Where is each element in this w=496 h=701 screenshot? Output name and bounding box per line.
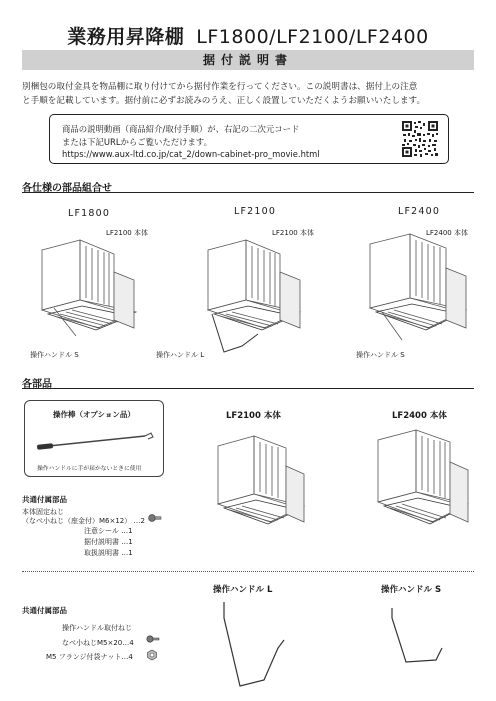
qr-code-icon[interactable]: [401, 120, 439, 158]
handle-screw-line-2: なべ小ねじM5×20…4: [62, 639, 134, 647]
model-label-lf2400: LF2400: [398, 206, 441, 217]
handle-l-illustration: [218, 600, 288, 692]
option-rod-title: 操作棒（オプション品）: [53, 410, 135, 419]
operating-rod-icon: [37, 431, 155, 451]
product-name: 業務用昇降棚: [67, 26, 185, 48]
handle-label-lf2400: 操作ハンドル S: [356, 351, 405, 359]
body-label-lf1800: LF2100 本体: [106, 229, 148, 237]
handle-nut-line: M5 フランジ付袋ナット…4: [46, 653, 133, 661]
video-url-link[interactable]: https://www.aux-ltd.co.jp/cat_2/down-cabinet-pro_movie.html: [62, 149, 320, 159]
handle-s-title: 操作ハンドル S: [381, 585, 442, 595]
section-divider: [22, 571, 474, 572]
video-line-1: 商品の説明動画（商品紹介/取付手順）が、右記の二次元コード: [62, 124, 300, 134]
video-info-box: [49, 114, 449, 164]
section-heading-combinations: 各仕様の部品組合せ: [22, 179, 474, 193]
cabinet-illustration-lf1800: [36, 236, 146, 341]
common1-item-0: 注意シール …1: [84, 527, 133, 535]
body-label-lf2100: LF2100 本体: [272, 229, 314, 237]
handle-label-lf1800: 操作ハンドル S: [30, 351, 79, 359]
body-illustration-lf2100: [212, 432, 312, 532]
intro-line-2: と手順を記載しています。据付前に必ずお読みのうえ、正しく設置していただくようお願いいたします。: [22, 95, 426, 106]
body-title-lf2100: LF2100 本体: [226, 411, 281, 421]
model-label-lf2100: LF2100: [234, 206, 277, 217]
screw-icon: [146, 634, 160, 644]
option-rod-caption: 操作ハンドルに手が届かないときに使用: [37, 466, 142, 472]
intro-line-1: 別梱包の取付金具を物品棚に取り付けてから据付作業を行ってください。この説明書は、据付上の注意: [22, 82, 418, 92]
common1-item-1: 据付説明書 …1: [84, 538, 133, 546]
handle-label-lf2100: 操作ハンドル L: [156, 351, 205, 359]
common1-item-2: 取扱説明書 …1: [84, 549, 133, 557]
handle-screw-line-1: 操作ハンドル取付ねじ: [62, 624, 132, 632]
model-label-lf1800: LF1800: [68, 208, 111, 219]
body-illustration-lf2400: [372, 428, 476, 532]
manual-banner: 据付説明書: [22, 50, 474, 70]
handle-s-illustration: [386, 606, 448, 668]
section-heading-parts: 各部品: [22, 375, 474, 389]
screw-icon: [148, 513, 162, 523]
flange-nut-icon: [146, 649, 158, 661]
document-title: [0, 22, 496, 49]
common-parts-heading-1: 共通付属部品: [22, 495, 67, 504]
body-label-lf2400: LF2400 本体: [426, 229, 468, 237]
body-screw-line-1: 本体固定ねじ: [22, 508, 64, 516]
body-title-lf2400: LF2400 本体: [392, 411, 447, 421]
common-parts-heading-2: 共通付属部品: [22, 606, 67, 615]
model-list: LF1800/LF2100/LF2400: [196, 26, 429, 48]
option-rod-box: [24, 400, 164, 477]
cabinet-illustration-lf2400: [362, 232, 474, 342]
video-line-2: または下記URLからご覧いただけます。: [62, 137, 212, 147]
cabinet-illustration-lf2100: [200, 234, 310, 359]
body-screw-line-2: （なべ小ねじ（座金付）M6×12） …2: [22, 517, 145, 525]
handle-l-title: 操作ハンドル L: [213, 585, 273, 595]
intro-text: [22, 81, 478, 108]
